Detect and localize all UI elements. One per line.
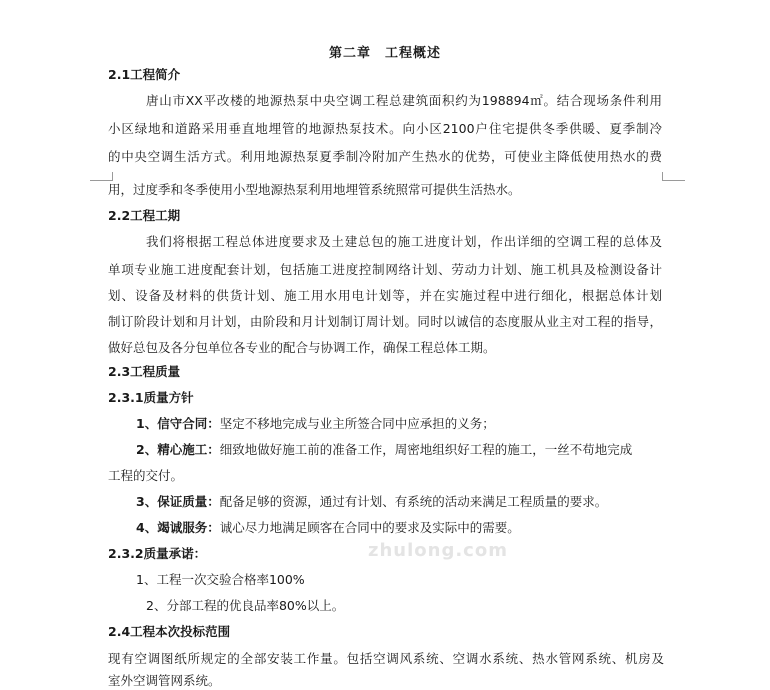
- section-2-4-line-1: 现有空调图纸所规定的全部安装工作量。包括空调风系统、空调水系统、热水管网系统、机房及: [108, 651, 664, 666]
- section-2-2-heading: 2.2工程工期: [108, 208, 181, 223]
- section-2-1-line-3: 的中央空调生活方式。利用地源热泵夏季制冷附加产生热水的优势，可使业主降低使用热水的费: [108, 149, 662, 164]
- quality-item-4: 4、竭诚服务：诚心尽力地满足顾客在合同中的要求及实际中的需要。: [136, 520, 520, 535]
- section-2-3-heading: 2.3工程质量: [108, 364, 181, 379]
- section-2-4-line-2: 室外空调管网系统。: [108, 673, 221, 688]
- chapter-title: 第二章 工程概述: [328, 46, 441, 61]
- section-2-2-line-4: 制订阶段计划和月计划，由阶段和月计划制订周计划。同时以诚信的态度服从业主对工程的指导，: [108, 314, 662, 329]
- section-2-1-line-1: 唐山市XX平改楼的地源热泵中央空调工程总建筑面积约为198894㎡。结合现场条件利用: [146, 93, 662, 108]
- quality-item-2: 2、精心施工：细致地做好施工前的准备工作，周密地组织好工程的施工，一丝不苟地完成: [136, 442, 633, 457]
- quality-item-2-continuation: 工程的交付。: [108, 468, 184, 483]
- page-break-mark-left: [90, 172, 113, 181]
- section-2-2-line-2: 单项专业施工进度配套计划，包括施工进度控制网络计划、劳动力计划、施工机具及检测设备计: [108, 262, 662, 277]
- section-2-1-line-4: 用，过度季和冬季使用小型地源热泵利用地埋管系统照常可提供生活热水。: [108, 182, 521, 197]
- page-break-mark-right: [662, 172, 685, 181]
- section-2-2-line-1: 我们将根据工程总体进度要求及土建总包的施工进度计划，作出详细的空调工程的总体及: [146, 234, 662, 249]
- section-2-1-line-2: 小区绿地和道路采用垂直地埋管的地源热泵技术。向小区2100户住宅提供冬季供暖、夏季制冷: [108, 121, 662, 136]
- section-2-4-heading: 2.4工程本次投标范围: [108, 624, 231, 639]
- watermark-logo: zhulong.com: [368, 540, 508, 561]
- section-2-3-2-heading: 2.3.2质量承诺：: [108, 546, 207, 561]
- section-2-1-heading: 2.1工程简介: [108, 67, 181, 82]
- quality-promise-1: 1、工程一次交验合格率100%: [136, 572, 305, 587]
- section-2-2-line-3: 划、设备及材料的供货计划、施工用水用电计划等，并在实施过程中进行细化，根据总体计划: [108, 288, 662, 303]
- quality-item-1: 1、信守合同：坚定不移地完成与业主所签合同中应承担的义务；: [136, 416, 495, 431]
- quality-promise-2: 2、分部工程的优良品率80%以上。: [146, 598, 345, 613]
- section-2-2-line-5: 做好总包及各分包单位各专业的配合与协调工作，确保工程总体工期。: [108, 340, 496, 355]
- section-2-3-1-heading: 2.3.1质量方针: [108, 390, 194, 405]
- quality-item-3: 3、保证质量：配备足够的资源，通过有计划、有系统的活动来满足工程质量的要求。: [136, 494, 608, 509]
